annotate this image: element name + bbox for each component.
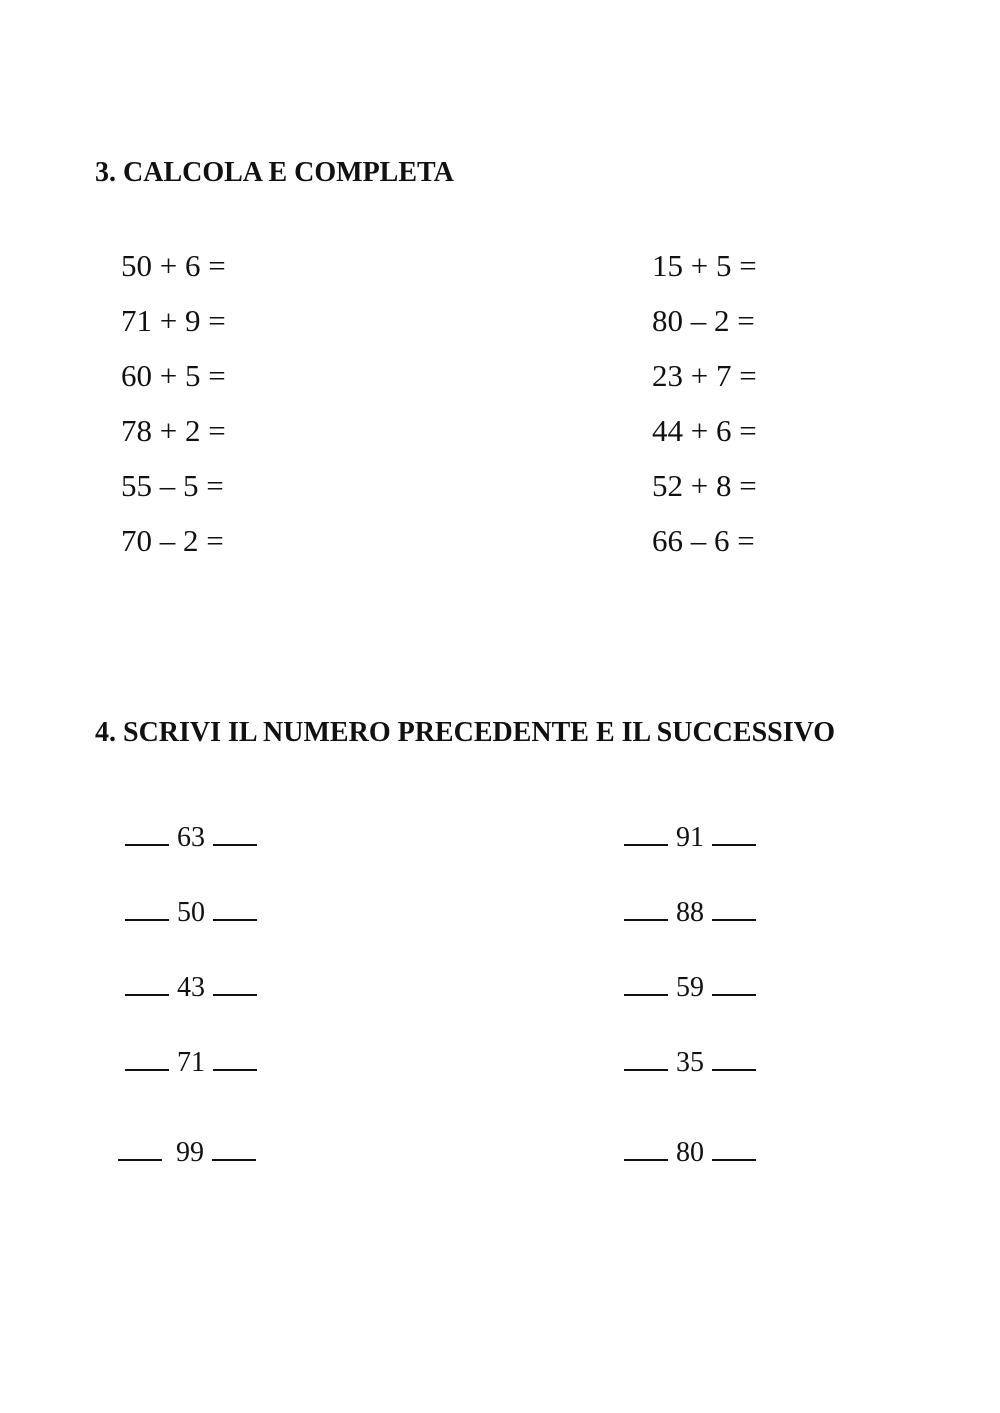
sequence-row xyxy=(624,893,756,933)
sequence-row xyxy=(624,818,756,858)
operation: 44 + 6 = xyxy=(652,413,757,448)
answer-blank[interactable] xyxy=(624,1047,668,1071)
sequence-row xyxy=(118,1133,256,1173)
sequence-row xyxy=(125,968,257,1008)
answer-blank[interactable] xyxy=(118,1137,162,1161)
answer-blank[interactable] xyxy=(213,1047,257,1071)
operation: 78 + 2 = xyxy=(121,413,226,448)
answer-blank[interactable] xyxy=(624,822,668,846)
operation: 52 + 8 = xyxy=(652,468,757,503)
operation: 23 + 7 = xyxy=(652,358,757,393)
answer-blank[interactable] xyxy=(712,1137,756,1161)
sequence-number: 91 xyxy=(676,822,704,853)
sequence-number: 50 xyxy=(177,897,205,928)
answer-blank[interactable] xyxy=(213,897,257,921)
operation: 71 + 9 = xyxy=(121,303,226,338)
operation: 50 + 6 = xyxy=(121,248,226,283)
sequence-number: 88 xyxy=(676,897,704,928)
operation: 15 + 5 = xyxy=(652,248,757,283)
operations-right-column xyxy=(652,238,757,568)
sequence-row xyxy=(125,1043,257,1083)
operations-left-column xyxy=(121,238,226,568)
sequence-row xyxy=(125,893,257,933)
answer-blank[interactable] xyxy=(125,897,169,921)
operation: 60 + 5 = xyxy=(121,358,226,393)
operation: 55 – 5 = xyxy=(121,468,224,503)
operation: 70 – 2 = xyxy=(121,523,224,558)
sequence-number: 71 xyxy=(177,1047,205,1078)
operation: 80 – 2 = xyxy=(652,303,755,338)
answer-blank[interactable] xyxy=(712,972,756,996)
sequence-number: 63 xyxy=(177,822,205,853)
answer-blank[interactable] xyxy=(624,972,668,996)
answer-blank[interactable] xyxy=(712,822,756,846)
sequence-number: 43 xyxy=(177,972,205,1003)
section-3-title: 3. CALCOLA E COMPLETA xyxy=(95,157,454,188)
sequence-number: 99 xyxy=(176,1137,204,1168)
operation: 66 – 6 = xyxy=(652,523,755,558)
answer-blank[interactable] xyxy=(624,897,668,921)
sequence-row xyxy=(624,1133,756,1173)
sequence-number: 80 xyxy=(676,1137,704,1168)
sequence-row xyxy=(624,1043,756,1083)
answer-blank[interactable] xyxy=(125,972,169,996)
section-4-title: 4. SCRIVI IL NUMERO PRECEDENTE E IL SUCCESSIVO xyxy=(95,717,836,748)
answer-blank[interactable] xyxy=(712,897,756,921)
sequence-number: 59 xyxy=(676,972,704,1003)
answer-blank[interactable] xyxy=(213,972,257,996)
sequence-row xyxy=(125,818,257,858)
answer-blank[interactable] xyxy=(212,1137,256,1161)
answer-blank[interactable] xyxy=(125,1047,169,1071)
sequence-number: 35 xyxy=(676,1047,704,1078)
answer-blank[interactable] xyxy=(213,822,257,846)
answer-blank[interactable] xyxy=(125,822,169,846)
answer-blank[interactable] xyxy=(624,1137,668,1161)
sequence-row xyxy=(624,968,756,1008)
answer-blank[interactable] xyxy=(712,1047,756,1071)
